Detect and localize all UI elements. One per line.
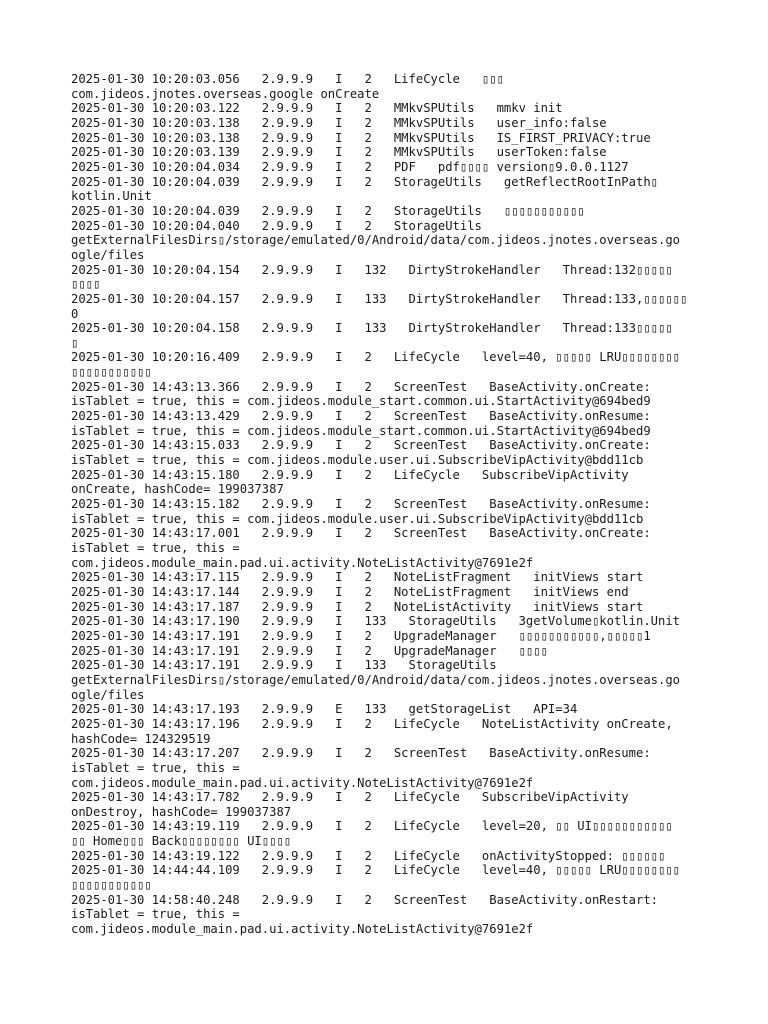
log-line: 2025-01-30 10:20:03.138 2.9.9.9 I 2 MMkvSPUtils IS_FIRST_PRIVACY:true bbox=[71, 130, 651, 145]
log-line: com.jideos.module_main.pad.ui.activity.NoteListActivity@7691e2f bbox=[71, 555, 534, 570]
log-line: 2025-01-30 14:43:17.207 2.9.9.9 I 2 ScreenTest BaseActivity.onResume: bbox=[71, 746, 651, 761]
log-line: isTablet = true, this = bbox=[71, 907, 240, 922]
log-line: 2025-01-30 14:43:17.193 2.9.9.9 E 133 getStorageList API=34 bbox=[71, 702, 578, 717]
log-line: 2025-01-30 10:20:16.409 2.9.9.9 I 2 LifeCycle level=40, ▯▯▯▯▯ LRU▯▯▯▯▯▯▯▯ bbox=[71, 350, 681, 365]
log-line: 2025-01-30 10:20:03.122 2.9.9.9 I 2 MMkvSPUtils mmkv init bbox=[71, 101, 563, 116]
log-line: 2025-01-30 10:20:04.158 2.9.9.9 I 133 DirtyStrokeHandler Thread:133▯▯▯▯▯ bbox=[71, 321, 673, 336]
log-line: 2025-01-30 14:43:15.180 2.9.9.9 I 2 LifeCycle SubscribeVipActivity bbox=[71, 467, 629, 482]
log-line: ▯ bbox=[71, 335, 79, 350]
log-line: 2025-01-30 14:43:17.115 2.9.9.9 I 2 NoteListFragment initViews start bbox=[71, 570, 644, 585]
log-line: 2025-01-30 14:43:17.191 2.9.9.9 I 133 StorageUtils bbox=[71, 658, 497, 673]
log-line: 2025-01-30 14:43:15.182 2.9.9.9 I 2 ScreenTest BaseActivity.onResume: bbox=[71, 497, 651, 512]
log-line: com.jideos.module_main.pad.ui.activity.NoteListActivity@7691e2f bbox=[71, 775, 534, 790]
log-line: 2025-01-30 10:20:04.040 2.9.9.9 I 2 StorageUtils bbox=[71, 218, 482, 233]
log-line: ▯▯ Home▯▯▯ Back▯▯▯▯▯▯▯▯ UI▯▯▯▯ bbox=[71, 834, 292, 849]
log-line: hashCode= 124329519 bbox=[71, 731, 211, 746]
log-line: com.jideos.module_main.pad.ui.activity.NoteListActivity@7691e2f bbox=[71, 922, 534, 937]
log-line: kotlin.Unit bbox=[71, 189, 152, 204]
log-line: 2025-01-30 14:43:15.033 2.9.9.9 I 2 ScreenTest BaseActivity.onCreate: bbox=[71, 438, 651, 453]
log-line: 2025-01-30 14:43:13.429 2.9.9.9 I 2 ScreenTest BaseActivity.onResume: bbox=[71, 409, 651, 424]
log-line: 2025-01-30 14:43:19.122 2.9.9.9 I 2 LifeCycle onActivityStopped: ▯▯▯▯▯▯ bbox=[71, 848, 666, 863]
log-line: isTablet = true, this = bbox=[71, 760, 240, 775]
log-line: 2025-01-30 14:43:19.119 2.9.9.9 I 2 LifeCycle level=20, ▯▯ UI▯▯▯▯▯▯▯▯▯▯▯ bbox=[71, 819, 673, 834]
log-line: 2025-01-30 10:20:04.039 2.9.9.9 I 2 StorageUtils getReflectRootInPath▯ bbox=[71, 174, 658, 189]
log-line: 2025-01-30 10:20:03.056 2.9.9.9 I 2 LifeCycle ▯▯▯ bbox=[71, 72, 504, 86]
log-line: onCreate, hashCode= 199037387 bbox=[71, 482, 284, 497]
log-line: 2025-01-30 10:20:03.138 2.9.9.9 I 2 MMkvSPUtils user_info:false bbox=[71, 115, 607, 130]
log-line: 2025-01-30 14:43:17.001 2.9.9.9 I 2 ScreenTest BaseActivity.onCreate: bbox=[71, 526, 651, 541]
log-line: com.jideos.jnotes.overseas.google onCreate bbox=[71, 86, 380, 101]
log-line: 2025-01-30 14:43:17.196 2.9.9.9 I 2 LifeCycle NoteListActivity onCreate, bbox=[71, 716, 673, 731]
log-line: getExternalFilesDirs▯/storage/emulated/0/Android/data/com.jideos.jnotes.overseas.go bbox=[71, 672, 681, 687]
log-line: 2025-01-30 10:20:04.154 2.9.9.9 I 132 DirtyStrokeHandler Thread:132▯▯▯▯▯ bbox=[71, 262, 673, 277]
log-line: 2025-01-30 10:20:04.039 2.9.9.9 I 2 StorageUtils ▯▯▯▯▯▯▯▯▯▯▯ bbox=[71, 203, 585, 218]
log-line: isTablet = true, this = com.jideos.module.user.ui.SubscribeVipActivity@bdd11cb bbox=[71, 511, 644, 526]
log-line: onDestroy, hashCode= 199037387 bbox=[71, 804, 292, 819]
log-line: ogle/files bbox=[71, 247, 145, 262]
log-document bbox=[71, 72, 711, 937]
log-line: 0 bbox=[71, 306, 79, 321]
log-line: getExternalFilesDirs▯/storage/emulated/0/Android/data/com.jideos.jnotes.overseas.go bbox=[71, 233, 681, 248]
log-line: 2025-01-30 10:20:04.034 2.9.9.9 I 2 PDF pdf▯▯▯▯ version▯9.0.0.1127 bbox=[71, 159, 629, 174]
log-line: 2025-01-30 14:58:40.248 2.9.9.9 I 2 ScreenTest BaseActivity.onRestart: bbox=[71, 892, 658, 907]
log-line: isTablet = true, this = bbox=[71, 541, 240, 555]
log-line: 2025-01-30 14:44:44.109 2.9.9.9 I 2 LifeCycle level=40, ▯▯▯▯▯ LRU▯▯▯▯▯▯▯▯ bbox=[71, 863, 681, 878]
log-line: ogle/files bbox=[71, 687, 145, 702]
log-line: 2025-01-30 14:43:17.782 2.9.9.9 I 2 LifeCycle SubscribeVipActivity bbox=[71, 790, 629, 805]
log-line: 2025-01-30 14:43:17.191 2.9.9.9 I 2 UpgradeManager ▯▯▯▯▯▯▯▯▯▯▯,▯▯▯▯▯1 bbox=[71, 628, 651, 643]
log-line: ▯▯▯▯ bbox=[71, 277, 101, 292]
log-line: isTablet = true, this = com.jideos.module_start.common.ui.StartActivity@694bed9 bbox=[71, 394, 651, 409]
log-line: 2025-01-30 14:43:17.187 2.9.9.9 I 2 NoteListActivity initViews start bbox=[71, 599, 644, 614]
log-line: 2025-01-30 10:20:04.157 2.9.9.9 I 133 DirtyStrokeHandler Thread:133,▯▯▯▯▯▯ bbox=[71, 291, 688, 306]
log-line: 2025-01-30 14:43:17.144 2.9.9.9 I 2 NoteListFragment initViews end bbox=[71, 584, 629, 599]
log-line: 2025-01-30 14:43:17.191 2.9.9.9 I 2 UpgradeManager ▯▯▯▯ bbox=[71, 643, 548, 658]
log-line: ▯▯▯▯▯▯▯▯▯▯▯ bbox=[71, 365, 152, 380]
log-line: 2025-01-30 10:20:03.139 2.9.9.9 I 2 MMkvSPUtils userToken:false bbox=[71, 145, 607, 160]
log-line: isTablet = true, this = com.jideos.module.user.ui.SubscribeVipActivity@bdd11cb bbox=[71, 453, 644, 468]
log-line: ▯▯▯▯▯▯▯▯▯▯▯ bbox=[71, 878, 152, 893]
log-line: 2025-01-30 14:43:17.190 2.9.9.9 I 133 StorageUtils 3getVolume▯kotlin.Unit bbox=[71, 614, 681, 629]
log-line: 2025-01-30 14:43:13.366 2.9.9.9 I 2 ScreenTest BaseActivity.onCreate: bbox=[71, 379, 651, 394]
log-line: isTablet = true, this = com.jideos.module_start.common.ui.StartActivity@694bed9 bbox=[71, 423, 651, 438]
